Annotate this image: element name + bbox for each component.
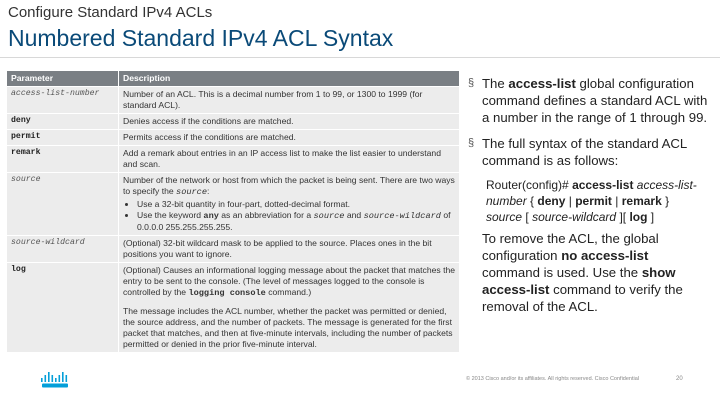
bullet-text: global configuration command defines a standard ACL with a number in the range of 1 through 99.	[482, 76, 708, 125]
table-row	[7, 173, 460, 236]
paragraph-text: command to verify the removal of the ACL.	[482, 281, 683, 314]
log-paragraph: The message includes the ACL number, whether the packet was permitted or denied, the source address, and the number of packets. The message is generated for the first packet that matches, and then at five-minute intervals, including the number of packets permitted or denied in the prior five-minute interval.	[123, 306, 453, 349]
table-row	[7, 263, 460, 353]
syntax-bracket: [	[525, 209, 529, 224]
description-cell	[119, 173, 460, 236]
desc-term: source	[176, 187, 207, 197]
desc-text: Use the keyword	[137, 210, 202, 220]
keyword-any: any	[203, 211, 219, 221]
copyright-footer: © 2013 Cisco and/or its affiliates. All rights reserved. Cisco Confidential	[466, 376, 640, 382]
description-cell: Denies access if the conditions are matched.	[119, 114, 460, 130]
bullet-keyword: access-list	[508, 76, 576, 91]
bullet-text: The full syntax of the standard ACL command is as follows:	[482, 135, 687, 168]
desc-text: :	[206, 186, 210, 196]
table-row	[7, 130, 460, 146]
bullet-text: The	[482, 76, 505, 91]
table-row	[7, 114, 460, 130]
table-row	[7, 87, 460, 114]
syntax-keyword: permit	[575, 194, 612, 209]
command-syntax	[468, 178, 708, 225]
desc-term: source-wildcard	[363, 211, 441, 221]
paragraph-keyword: show access-list	[482, 265, 676, 297]
syntax-keyword: log	[629, 209, 648, 224]
bullet-icon: §	[468, 77, 475, 89]
table-row	[7, 236, 460, 263]
bullet-item	[468, 76, 708, 127]
description-cell: (Optional) 32-bit wildcard mask to be applied to the source. Places ones in the bit positions you want to ignore.	[119, 236, 460, 263]
paragraph-keyword: no access-list	[561, 248, 649, 264]
syntax-arg: source	[486, 209, 523, 224]
list-item: • Use a 32-bit quantity in four-part, dotted-decimal format.	[137, 199, 455, 210]
syntax-brace: {	[530, 194, 535, 209]
cisco-logo-icon	[40, 372, 70, 388]
syntax-arg: source-wildcard	[532, 209, 617, 224]
column-header-description: Description	[119, 71, 460, 87]
param-cell: access-list-number	[7, 87, 119, 114]
param-cell: remark	[7, 146, 119, 173]
desc-text: command.)	[268, 287, 312, 297]
syntax-keyword: deny	[537, 194, 566, 209]
log-paragraph	[123, 265, 455, 299]
desc-text: as an abbreviation for a	[221, 210, 312, 220]
syntax-keyword: remark	[621, 194, 662, 209]
param-cell: source-wildcard	[7, 236, 119, 263]
syntax-sep: |	[615, 194, 619, 209]
syntax-prompt: Router(config)#	[486, 178, 569, 193]
bullet-icon: §	[468, 136, 475, 149]
table-row	[7, 146, 460, 173]
command-term: logging console	[188, 288, 266, 298]
desc-text: (Optional) Causes an informational logging message about the packet that matches the entry to be sent to the console. (The level of messages logged to the console is controlled by the	[123, 265, 456, 297]
description-cell	[119, 263, 460, 353]
page-title: Numbered Standard IPv4 ACL Syntax	[8, 25, 394, 51]
source-format-list	[123, 199, 455, 233]
page-number: 20	[676, 376, 683, 382]
syntax-bracket: ][	[619, 209, 627, 224]
list-item	[137, 210, 455, 233]
syntax-bracket: ]	[650, 209, 655, 224]
column-header-parameter: Parameter	[7, 71, 119, 87]
description-cell: Add a remark about entries in an IP access list to make the list easier to understand and scan.	[119, 146, 460, 173]
bullet-item	[468, 136, 708, 170]
desc-text: and	[346, 210, 362, 220]
paragraph-text: command is used. Use the	[482, 265, 639, 281]
description-cell: Permits access if the conditions are matched.	[119, 130, 460, 146]
syntax-brace: }	[665, 194, 670, 209]
syntax-command: access-list	[572, 178, 634, 193]
syntax-arg: access-list-number	[486, 178, 697, 209]
section-subtitle: Configure Standard IPv4 ACLs	[8, 4, 213, 21]
description-cell: Number of an ACL. This is a decimal number from 1 to 99, or 1300 to 1999 (for standard ACL).	[119, 87, 460, 114]
param-cell: source	[7, 173, 119, 236]
param-cell: log	[7, 263, 119, 353]
removal-paragraph	[468, 231, 708, 315]
param-cell: permit	[7, 130, 119, 146]
title-divider	[0, 57, 720, 58]
table-header-row	[7, 71, 460, 87]
paragraph-text: To remove the ACL, the global configuration	[482, 231, 659, 264]
explanation-panel	[468, 76, 708, 325]
desc-text: of 0.0.0.0 255.255.255.255.	[137, 210, 451, 232]
param-cell: deny	[7, 114, 119, 130]
desc-text: Number of the network or host from which the packet is being sent. There are two ways to specify the	[123, 175, 455, 196]
acl-parameter-table	[6, 70, 460, 353]
desc-term: source	[313, 211, 345, 221]
syntax-sep: |	[568, 194, 572, 209]
